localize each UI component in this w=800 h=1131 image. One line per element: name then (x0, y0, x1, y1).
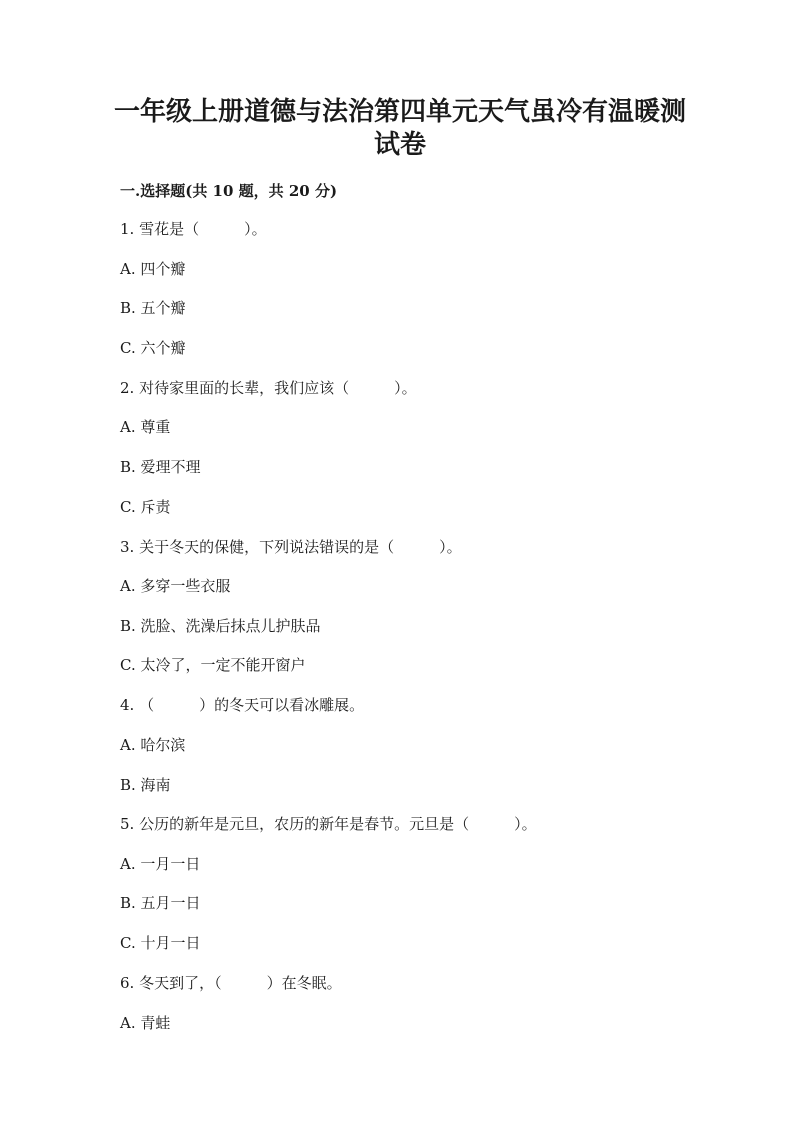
question-option: C. 六个瓣 (120, 339, 186, 357)
question-option: C. 斥责 (120, 498, 171, 516)
question-option: B. 五月一日 (120, 894, 201, 912)
question-option: B. 海南 (120, 776, 171, 794)
question-stem: 5. 公历的新年是元旦，农历的新年是春节。元旦是（ ）。 (120, 815, 537, 833)
question-option: A. 哈尔滨 (120, 736, 186, 754)
question-stem: 1. 雪花是（ ）。 (120, 220, 267, 238)
question-option: C. 十月一日 (120, 934, 201, 952)
section-heading: 一.选择题(共 10 题，共 20 分) (120, 182, 338, 200)
question-option: B. 五个瓣 (120, 299, 186, 317)
question-option: A. 多穿一些衣服 (120, 577, 231, 595)
question-stem: 3. 关于冬天的保健，下列说法错误的是（ ）。 (120, 538, 462, 556)
page-title: 一年级上册道德与法治第四单元天气虽冷有温暖测 (113, 97, 686, 127)
question-stem: 6. 冬天到了，（ ）在冬眠。 (120, 974, 342, 992)
question-option: A. 四个瓣 (120, 260, 186, 278)
question-stem: 2. 对待家里面的长辈，我们应该（ ）。 (120, 379, 417, 397)
question-option: A. 一月一日 (120, 855, 201, 873)
question-option: C. 太冷了，一定不能开窗户 (120, 656, 306, 674)
question-option: B. 爱理不理 (120, 458, 201, 476)
question-stem: 4. （ ）的冬天可以看冰雕展。 (120, 696, 365, 714)
question-option: A. 尊重 (120, 418, 171, 436)
question-option: B. 洗脸、洗澡后抹点儿护肤品 (120, 617, 321, 635)
page-title-continued: 试卷 (373, 130, 426, 160)
question-option: A. 青蛙 (120, 1014, 171, 1032)
